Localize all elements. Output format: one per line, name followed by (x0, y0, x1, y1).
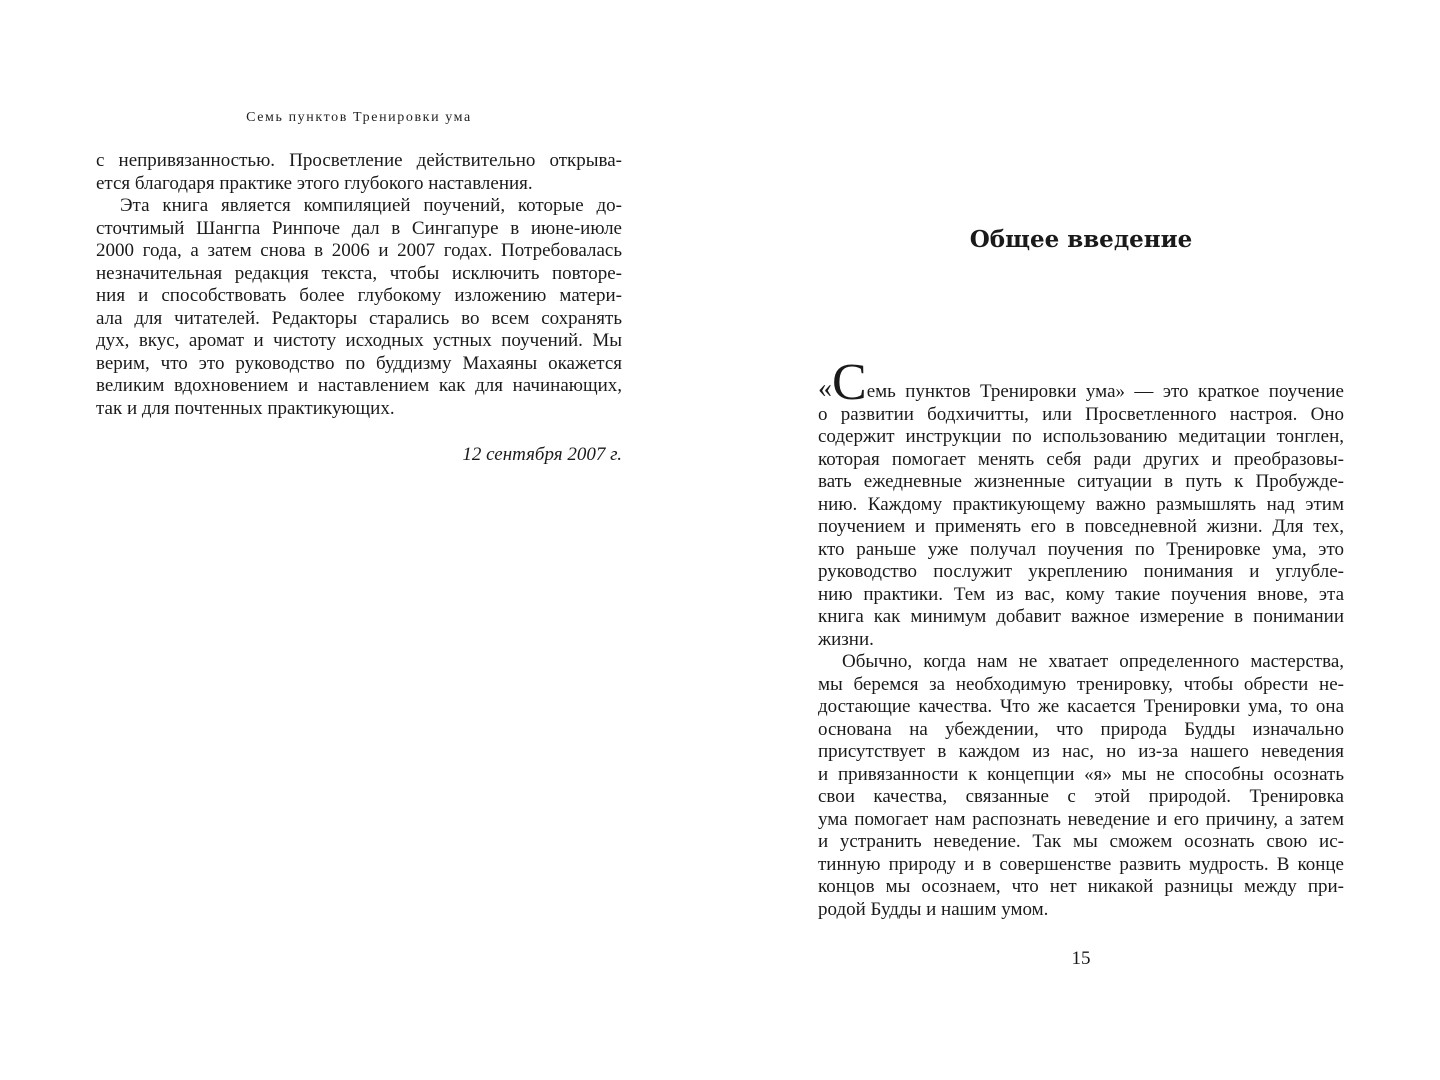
text-line: тинную природу и в совершенстве развить мудрость. В конце (818, 853, 1344, 875)
right-body-text (818, 354, 1344, 921)
text-line: жизни. (818, 628, 874, 650)
text-line: и привязанности к концепции «я» мы не способны осознать (818, 763, 1344, 785)
text-line: с непривязанностью. Просветление действительно открыва- (96, 150, 622, 171)
text-line: родой Будды и нашим умом. (818, 898, 1049, 920)
running-head: Семь пунктов Тренировки ума (246, 110, 472, 125)
text-line: верим, что это руководство по буддизму Махаяны окажется (96, 352, 622, 374)
text-line: содержит инструкции по использованию медитации тонглен, (818, 426, 1344, 447)
text-line: концов мы осознаем, что нет никакой разницы между при- (818, 876, 1344, 897)
text-line: Эта книга является компиляцией поучений, которые до- (120, 195, 622, 216)
text-line: Обычно, когда нам не хватает определенного мастерства, (842, 651, 1344, 672)
date-signature: 12 сентября 2007 г. (462, 444, 622, 465)
text-line: которая помогает менять себя ради других и преобразовы- (818, 448, 1344, 470)
text-line: вать ежедневные жизненные ситуации в путь к Пробужде- (818, 471, 1344, 492)
text-line: присутствует в каждом из нас, но из-за нашего неведения (818, 741, 1344, 762)
text-line: достающие качества. Что же касается Тренировки ума, то она (818, 696, 1344, 717)
dropcap-quote: « (818, 373, 832, 404)
text-line: нию. Каждому практикующему важно размышлять над этим (818, 493, 1344, 515)
text-line: кто раньше уже получал поучения по Тренировке ума, это (818, 538, 1344, 560)
page-number: 15 (1071, 948, 1091, 969)
text-line: дух, вкус, аромат и чистоту исходных устных поучений. Мы (96, 330, 622, 351)
text-line: ума помогает нам распознать неведение и его причину, а затем (818, 808, 1344, 830)
first-line (818, 354, 1344, 411)
text-line: книга как минимум добавит важное измерение в понимании (818, 606, 1344, 627)
text-line: великим вдохновением и наставлением как для начинающих, (96, 375, 622, 396)
first-line-text: емь пунктов Тренировки ума» — это краткое поучение (866, 381, 1344, 402)
text-line: 2000 года, а затем снова в 2006 и 2007 годах. Потребовалась (96, 240, 622, 261)
text-line: нию практики. Тем из вас, кому такие поучения внове, эта (818, 583, 1344, 605)
dropcap-letter: С (832, 354, 867, 411)
text-line: ала для читателей. Редакторы старались во всем сохранять (96, 307, 622, 329)
text-line: и устранить неведение. Так мы сможем осознать свою ис- (818, 831, 1344, 852)
text-line: незначительная редакция текста, чтобы исключить повторе- (96, 262, 622, 284)
right-page (720, 0, 1440, 1080)
text-line: поучением и применять его в повседневной жизни. Для тех, (818, 516, 1344, 537)
chapter-title: Общее введение (969, 226, 1193, 253)
text-line: мы беремся за необходимую тренировку, чтобы обрести не- (818, 673, 1344, 695)
text-line: руководство послужит укреплению понимания и углубле- (818, 561, 1344, 582)
text-line: о развитии бодхичитты, или Просветленного настроя. Оно (818, 403, 1344, 425)
text-line: ется благодаря практике этого глубокого наставления. (96, 172, 533, 194)
text-line: так и для почтенных практикующих. (96, 397, 395, 419)
text-line: ния и способствовать более глубокому изложению матери- (96, 285, 622, 306)
text-line: сточтимый Шангпа Ринпоче дал в Сингапуре в июне-июле (96, 217, 622, 239)
text-line: свои качества, связанные с этой природой. Тренировка (818, 786, 1344, 807)
text-line: основана на убеждении, что природа Будды изначально (818, 718, 1344, 740)
left-body-text (96, 150, 622, 420)
